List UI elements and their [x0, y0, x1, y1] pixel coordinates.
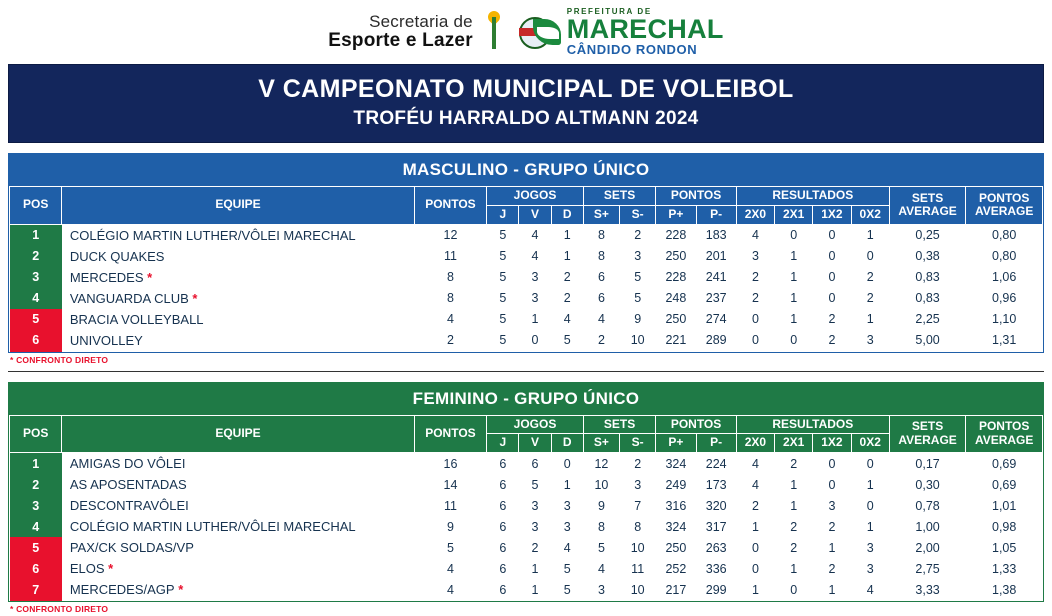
row-points: 8	[414, 288, 486, 309]
col-header-results: RESULTADOS	[736, 415, 889, 434]
legend-note: * CONFRONTO DIRETO	[0, 353, 1052, 367]
row-points: 4	[414, 579, 486, 601]
col-header-team: EQUIPE	[62, 415, 414, 453]
row-points-for: 221	[656, 330, 696, 352]
row-wins: 3	[519, 516, 551, 537]
col-header-sets-minus: S-	[620, 434, 656, 453]
row-losses: 1	[551, 224, 583, 246]
row-points-average: 0,69	[966, 453, 1043, 475]
row-sets-average: 2,00	[889, 537, 966, 558]
row-points: 5	[414, 537, 486, 558]
row-res-1x2: 1	[813, 579, 851, 601]
row-sets-lost: 5	[620, 267, 656, 288]
col-header-pts-minus: P-	[696, 434, 736, 453]
row-sets-lost: 10	[620, 537, 656, 558]
row-position: 4	[10, 288, 62, 309]
row-wins: 4	[519, 224, 551, 246]
row-points-for: 324	[656, 453, 696, 475]
row-res-0x2: 3	[851, 558, 889, 579]
col-header-sets: SETS	[583, 187, 655, 206]
section-divider	[8, 371, 1044, 372]
standings-sections	[0, 153, 1052, 616]
row-points: 16	[414, 453, 486, 475]
row-points-average: 1,06	[966, 267, 1043, 288]
col-header-points: PONTOS	[414, 187, 486, 225]
row-sets-lost: 2	[620, 224, 656, 246]
row-res-2x0: 2	[736, 267, 774, 288]
col-header-team: EQUIPE	[62, 187, 414, 225]
row-points-against: 299	[696, 579, 736, 601]
row-sets-won: 6	[583, 267, 619, 288]
row-position: 7	[10, 579, 62, 601]
row-position: 5	[10, 537, 62, 558]
row-losses: 1	[551, 474, 583, 495]
row-games-played: 6	[487, 495, 519, 516]
row-sets-won: 8	[583, 224, 619, 246]
row-team-name: VANGUARDA CLUB *	[62, 288, 414, 309]
row-res-2x0: 4	[736, 474, 774, 495]
row-sets-won: 5	[583, 537, 619, 558]
col-header-1x2: 1X2	[813, 205, 851, 224]
col-header-results: RESULTADOS	[736, 187, 889, 206]
table-row	[10, 537, 1043, 558]
row-points-against: 320	[696, 495, 736, 516]
row-res-2x1: 1	[775, 267, 813, 288]
col-header-pos: POS	[10, 187, 62, 225]
row-position: 2	[10, 246, 62, 267]
row-points-against: 201	[696, 246, 736, 267]
title-line2: TROFÉU HARRALDO ALTMANN 2024	[353, 108, 699, 129]
row-res-2x1: 1	[775, 288, 813, 309]
row-team-name: COLÉGIO MARTIN LUTHER/VÔLEI MARECHAL	[62, 224, 414, 246]
row-res-2x1: 0	[775, 579, 813, 601]
row-res-2x1: 2	[775, 453, 813, 475]
row-sets-average: 0,78	[889, 495, 966, 516]
row-sets-lost: 3	[620, 474, 656, 495]
row-points-average: 1,38	[966, 579, 1043, 601]
row-res-0x2: 1	[851, 224, 889, 246]
row-res-0x2: 2	[851, 288, 889, 309]
row-position: 1	[10, 224, 62, 246]
col-header-d: D	[551, 434, 583, 453]
col-header-games: JOGOS	[487, 415, 584, 434]
row-points-average: 1,33	[966, 558, 1043, 579]
row-points: 11	[414, 246, 486, 267]
row-points-average: 1,10	[966, 309, 1043, 330]
row-points-against: 173	[696, 474, 736, 495]
row-sets-won: 4	[583, 558, 619, 579]
direct-confrontation-marker: *	[143, 269, 153, 285]
table-row	[10, 224, 1043, 246]
row-games-played: 5	[487, 330, 519, 352]
standings-table	[9, 186, 1043, 352]
row-losses: 5	[551, 558, 583, 579]
row-team-name: UNIVOLLEY	[62, 330, 414, 352]
row-sets-average: 3,33	[889, 579, 966, 601]
col-header-0x2: 0X2	[851, 434, 889, 453]
row-points-against: 241	[696, 267, 736, 288]
row-points: 9	[414, 516, 486, 537]
row-res-1x2: 2	[813, 330, 851, 352]
row-sets-average: 1,00	[889, 516, 966, 537]
row-res-2x1: 2	[775, 537, 813, 558]
row-sets-average: 0,25	[889, 224, 966, 246]
row-points-against: 263	[696, 537, 736, 558]
row-wins: 6	[519, 453, 551, 475]
title-line1: V CAMPEONATO MUNICIPAL DE VOLEIBOL	[258, 75, 794, 103]
col-header-pts-plus: P+	[656, 434, 696, 453]
row-res-1x2: 0	[813, 453, 851, 475]
row-points: 8	[414, 267, 486, 288]
row-wins: 0	[519, 330, 551, 352]
row-points-for: 250	[656, 537, 696, 558]
row-res-2x0: 4	[736, 224, 774, 246]
row-games-played: 6	[487, 579, 519, 601]
row-res-0x2: 0	[851, 495, 889, 516]
row-points-average: 0,80	[966, 224, 1043, 246]
row-sets-lost: 11	[620, 558, 656, 579]
table-row	[10, 267, 1043, 288]
row-sets-lost: 10	[620, 330, 656, 352]
row-games-played: 5	[487, 246, 519, 267]
row-losses: 2	[551, 288, 583, 309]
row-points-average: 0,98	[966, 516, 1043, 537]
row-points-average: 1,05	[966, 537, 1043, 558]
row-points-for: 228	[656, 267, 696, 288]
col-header-sets: SETS	[583, 415, 655, 434]
row-points-for: 324	[656, 516, 696, 537]
row-points-for: 249	[656, 474, 696, 495]
col-header-games: JOGOS	[487, 187, 584, 206]
row-sets-lost: 5	[620, 288, 656, 309]
row-points-for: 248	[656, 288, 696, 309]
row-res-1x2: 0	[813, 224, 851, 246]
city-sub: CÂNDIDO RONDON	[566, 42, 698, 57]
row-points-against: 183	[696, 224, 736, 246]
col-header-sets-average: SETS AVERAGE	[889, 187, 966, 225]
row-wins: 1	[519, 558, 551, 579]
col-header-sets-minus: S-	[620, 205, 656, 224]
row-team-name: COLÉGIO MARTIN LUTHER/VÔLEI MARECHAL	[62, 516, 414, 537]
row-points-average: 0,96	[966, 288, 1043, 309]
row-points-average: 1,31	[966, 330, 1043, 352]
row-res-2x1: 2	[775, 516, 813, 537]
row-team-name: MERCEDES/AGP *	[62, 579, 414, 601]
row-points-for: 228	[656, 224, 696, 246]
row-points: 4	[414, 309, 486, 330]
row-losses: 1	[551, 246, 583, 267]
row-sets-lost: 9	[620, 309, 656, 330]
row-points-average: 1,01	[966, 495, 1043, 516]
row-res-2x0: 0	[736, 537, 774, 558]
table-row	[10, 309, 1043, 330]
row-position: 6	[10, 558, 62, 579]
row-res-2x1: 1	[775, 474, 813, 495]
row-team-name: BRACIA VOLLEYBALL	[62, 309, 414, 330]
col-header-sets-plus: S+	[583, 205, 619, 224]
row-res-0x2: 0	[851, 453, 889, 475]
row-games-played: 5	[487, 267, 519, 288]
col-header-pts-minus: P-	[696, 205, 736, 224]
col-header-points-average: PONTOS AVERAGE	[966, 415, 1043, 453]
row-points: 11	[414, 495, 486, 516]
row-points-for: 316	[656, 495, 696, 516]
row-res-1x2: 0	[813, 267, 851, 288]
row-position: 4	[10, 516, 62, 537]
row-res-1x2: 0	[813, 288, 851, 309]
col-header-v: V	[519, 205, 551, 224]
row-sets-won: 8	[583, 516, 619, 537]
row-sets-average: 0,38	[889, 246, 966, 267]
row-points-for: 250	[656, 246, 696, 267]
col-header-j: J	[487, 434, 519, 453]
row-losses: 4	[551, 309, 583, 330]
row-points-against: 237	[696, 288, 736, 309]
row-games-played: 6	[487, 537, 519, 558]
row-games-played: 6	[487, 474, 519, 495]
table-row	[10, 330, 1043, 352]
row-points-against: 224	[696, 453, 736, 475]
col-header-pts-plus: P+	[656, 205, 696, 224]
row-sets-won: 9	[583, 495, 619, 516]
row-res-0x2: 4	[851, 579, 889, 601]
row-res-2x1: 0	[775, 224, 813, 246]
row-res-2x0: 1	[736, 516, 774, 537]
col-header-j: J	[487, 205, 519, 224]
row-res-2x1: 1	[775, 495, 813, 516]
row-res-1x2: 0	[813, 474, 851, 495]
table-row	[10, 288, 1043, 309]
row-position: 2	[10, 474, 62, 495]
secretaria-line1: Secretaria de	[369, 12, 473, 32]
row-wins: 5	[519, 474, 551, 495]
row-points: 12	[414, 224, 486, 246]
section-title: MASCULINO - GRUPO ÚNICO	[9, 154, 1043, 186]
row-position: 6	[10, 330, 62, 352]
row-wins: 2	[519, 537, 551, 558]
row-losses: 3	[551, 495, 583, 516]
row-res-0x2: 1	[851, 309, 889, 330]
col-header-points-average: PONTOS AVERAGE	[966, 187, 1043, 225]
standings-section	[8, 153, 1044, 353]
row-losses: 5	[551, 330, 583, 352]
row-position: 3	[10, 495, 62, 516]
row-res-2x1: 1	[775, 309, 813, 330]
col-header-2x0: 2X0	[736, 434, 774, 453]
standings-section	[8, 382, 1044, 603]
row-res-2x1: 1	[775, 246, 813, 267]
row-res-2x0: 2	[736, 288, 774, 309]
row-games-played: 6	[487, 453, 519, 475]
row-position: 3	[10, 267, 62, 288]
row-res-0x2: 1	[851, 516, 889, 537]
row-points: 14	[414, 474, 486, 495]
row-res-1x2: 2	[813, 516, 851, 537]
row-res-0x2: 3	[851, 330, 889, 352]
direct-confrontation-marker: *	[188, 290, 198, 306]
row-losses: 4	[551, 537, 583, 558]
row-wins: 1	[519, 579, 551, 601]
row-points-average: 0,80	[966, 246, 1043, 267]
row-wins: 3	[519, 288, 551, 309]
table-row	[10, 246, 1043, 267]
row-losses: 5	[551, 579, 583, 601]
row-points-for: 252	[656, 558, 696, 579]
row-res-1x2: 3	[813, 495, 851, 516]
row-team-name: MERCEDES *	[62, 267, 414, 288]
col-header-2x0: 2X0	[736, 205, 774, 224]
row-sets-won: 2	[583, 330, 619, 352]
city-main: MARECHAL	[566, 14, 724, 44]
col-header-v: V	[519, 434, 551, 453]
table-row	[10, 558, 1043, 579]
row-losses: 0	[551, 453, 583, 475]
row-sets-lost: 8	[620, 516, 656, 537]
row-sets-won: 4	[583, 309, 619, 330]
title-banner	[8, 64, 1044, 143]
col-header-2x1: 2X1	[775, 434, 813, 453]
prefeitura-label: PREFEITURA DE	[566, 7, 652, 16]
row-team-name: AS APOSENTADAS	[62, 474, 414, 495]
row-res-1x2: 0	[813, 246, 851, 267]
row-position: 1	[10, 453, 62, 475]
secretaria-logo	[328, 13, 473, 51]
row-res-1x2: 1	[813, 537, 851, 558]
row-res-0x2: 2	[851, 267, 889, 288]
row-games-played: 5	[487, 309, 519, 330]
row-res-1x2: 2	[813, 309, 851, 330]
row-points-for: 217	[656, 579, 696, 601]
row-points-against: 274	[696, 309, 736, 330]
city-logo	[515, 8, 724, 56]
row-res-2x0: 0	[736, 309, 774, 330]
row-sets-won: 10	[583, 474, 619, 495]
row-wins: 1	[519, 309, 551, 330]
row-team-name: DESCONTRAVÔLEI	[62, 495, 414, 516]
col-header-pos: POS	[10, 415, 62, 453]
row-games-played: 6	[487, 558, 519, 579]
row-losses: 2	[551, 267, 583, 288]
row-games-played: 6	[487, 516, 519, 537]
row-team-name: DUCK QUAKES	[62, 246, 414, 267]
row-games-played: 5	[487, 224, 519, 246]
row-points: 2	[414, 330, 486, 352]
row-team-name: PAX/CK SOLDAS/VP	[62, 537, 414, 558]
row-sets-won: 12	[583, 453, 619, 475]
row-position: 5	[10, 309, 62, 330]
row-sets-average: 2,75	[889, 558, 966, 579]
col-header-pts: PONTOS	[656, 187, 737, 206]
row-res-2x0: 4	[736, 453, 774, 475]
table-row	[10, 516, 1043, 537]
row-team-name: AMIGAS DO VÔLEI	[62, 453, 414, 475]
row-res-2x0: 0	[736, 330, 774, 352]
col-header-pts: PONTOS	[656, 415, 737, 434]
row-sets-average: 2,25	[889, 309, 966, 330]
row-sets-average: 0,17	[889, 453, 966, 475]
legend-note: * CONFRONTO DIRETO	[0, 602, 1052, 616]
secretaria-line2: Esporte e Lazer	[328, 29, 473, 51]
row-points: 4	[414, 558, 486, 579]
row-sets-won: 8	[583, 246, 619, 267]
row-res-2x1: 0	[775, 330, 813, 352]
row-res-2x0: 0	[736, 558, 774, 579]
row-res-0x2: 1	[851, 474, 889, 495]
col-header-1x2: 1X2	[813, 434, 851, 453]
standings-table	[9, 415, 1043, 602]
row-wins: 3	[519, 495, 551, 516]
row-sets-lost: 10	[620, 579, 656, 601]
row-sets-won: 3	[583, 579, 619, 601]
row-sets-won: 6	[583, 288, 619, 309]
table-row	[10, 453, 1043, 475]
row-sets-average: 5,00	[889, 330, 966, 352]
row-sets-average: 0,83	[889, 288, 966, 309]
row-res-2x0: 3	[736, 246, 774, 267]
row-res-0x2: 0	[851, 246, 889, 267]
row-points-against: 289	[696, 330, 736, 352]
row-res-1x2: 2	[813, 558, 851, 579]
col-header-2x1: 2X1	[775, 205, 813, 224]
torch-icon	[483, 11, 505, 53]
col-header-d: D	[551, 205, 583, 224]
row-res-2x1: 1	[775, 558, 813, 579]
section-title: FEMININO - GRUPO ÚNICO	[9, 383, 1043, 415]
row-points-against: 317	[696, 516, 736, 537]
col-header-points: PONTOS	[414, 415, 486, 453]
row-losses: 3	[551, 516, 583, 537]
row-games-played: 5	[487, 288, 519, 309]
table-row	[10, 579, 1043, 601]
col-header-sets-average: SETS AVERAGE	[889, 415, 966, 453]
direct-confrontation-marker: *	[174, 582, 184, 598]
flag-icon	[515, 15, 561, 49]
row-sets-lost: 7	[620, 495, 656, 516]
row-wins: 3	[519, 267, 551, 288]
row-team-name: ELOS *	[62, 558, 414, 579]
row-sets-average: 0,30	[889, 474, 966, 495]
row-sets-average: 0,83	[889, 267, 966, 288]
row-points-for: 250	[656, 309, 696, 330]
row-sets-lost: 2	[620, 453, 656, 475]
header-logos	[0, 0, 1052, 60]
row-points-against: 336	[696, 558, 736, 579]
col-header-0x2: 0X2	[851, 205, 889, 224]
row-res-2x0: 1	[736, 579, 774, 601]
row-points-average: 0,69	[966, 474, 1043, 495]
row-wins: 4	[519, 246, 551, 267]
row-res-0x2: 3	[851, 537, 889, 558]
row-res-2x0: 2	[736, 495, 774, 516]
table-row	[10, 495, 1043, 516]
direct-confrontation-marker: *	[104, 561, 114, 577]
row-sets-lost: 3	[620, 246, 656, 267]
table-row	[10, 474, 1043, 495]
col-header-sets-plus: S+	[583, 434, 619, 453]
